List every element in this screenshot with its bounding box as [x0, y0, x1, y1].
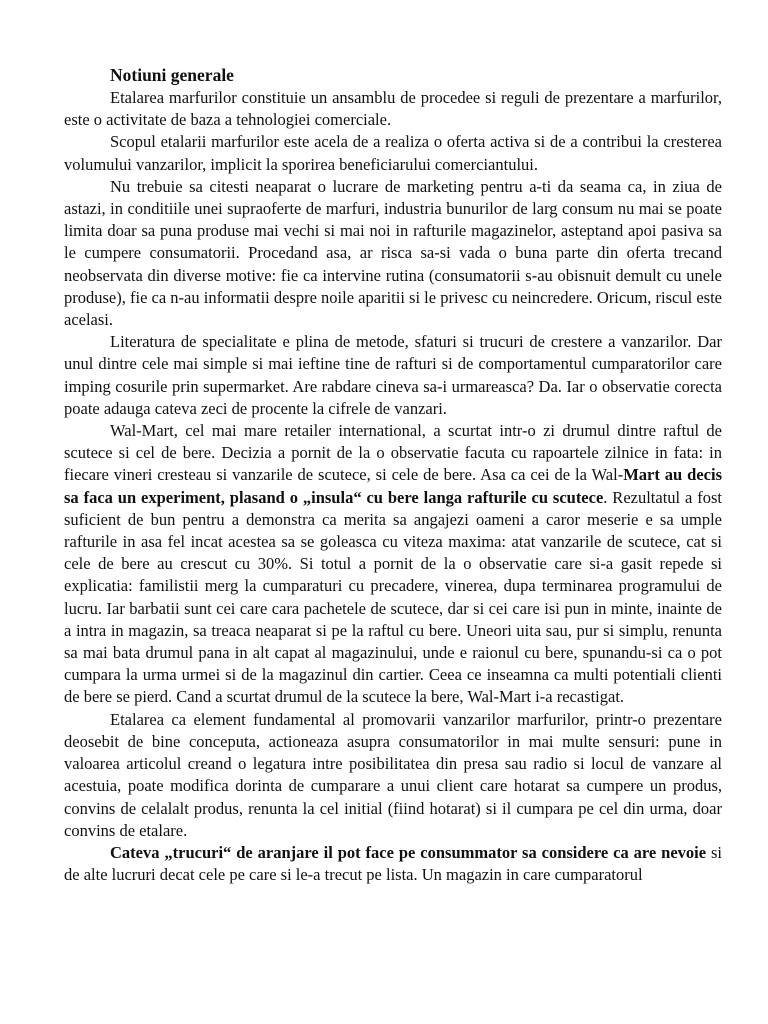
section-heading: Notiuni generale — [110, 65, 234, 85]
paragraph-1 — [64, 87, 722, 131]
paragraph-text: si de alte lucruri decat cele pe care si le-a trecut pe lista. Un magazin in care cumparatorul — [64, 842, 722, 885]
paragraph-text: . Rezultatul a fost suficient de bun pentru a demonstra ca merita sa angajezi oameni a caror meserie e sa umple rafturile in asa fel incat acestea sa se goleasca cu viteza maxima: atat vanzarile de scutece, cat si cele de bere au crescut cu 30%. Si totul a pornit de la o observatie care si-a gasit repede si explicatia: familistii merg la cumparaturi cu precadere, vinerea, dupa terminarea programului de lucru. Iar barbatii sunt cei care cara pachetele de scutece, dar si cei care isi pun in minte, inainte de a intra in magazin, sa treaca neaparat si pe la raftul cu bere. Uneori uita sau, pur si simplu, renunta sa mai bata drumul pana in alt capat al magazinului, unde e raionul cu bere, spunandu-si ca o pot cumpara la urma urmei si de la magazinul din cartier. Ceea ce inseamna ca multi potentiali clienti de bere se pierd. Cand a scurtat drumul de la scutece la bere, Wal-Mart i-a recastigat. — [64, 487, 722, 707]
paragraph-bold-text: Cateva „trucuri“ de aranjare il pot face pe consummator sa considere ca are nevoie — [110, 842, 707, 862]
paragraph-text: Wal-Mart, cel mai mare retailer international, a scurtat intr-o zi drumul dintre raftul de scutece si cel de bere. Decizia a pornit de la o observatie facuta cu rapoartele zilnice in fata: in fiecare vineri cresteau si vanzarile de scutece, si cele de bere. Asa ca cei de la Wal- — [64, 421, 722, 485]
paragraph-5 — [64, 420, 722, 709]
paragraph-bold-text: Mart au decis sa faca un experiment, plasand o „insula“ cu bere langa rafturile cu scutece — [64, 465, 722, 507]
paragraph-3 — [64, 176, 722, 331]
paragraph-text: Etalarea ca element fundamental al promovarii vanzarilor marfurilor, printr-o prezentare deosebit de bine conceputa, actioneaza asupra consumatorilor in mai multe sensuri: pune in valoarea articolul creand o legatura intre posibilitatea din presa sau radio si locul de vanzare al acestuia, poate modifica dorinta de cumparare a unui client care hotarat sa cumpere un produs, convins de celalalt produs, renunta la cel initial (fiind hotarat) si il cumpara pe cel din urma, doar convins de etalare. — [64, 709, 722, 840]
paragraph-4 — [64, 331, 722, 420]
paragraph-text: Etalarea marfurilor constituie un ansamblu de procedee si reguli de prezentare a marfurilor, este o activitate de baza a tehnologiei comerciale. — [64, 88, 722, 130]
paragraph-7 — [64, 842, 722, 886]
paragraph-6 — [64, 709, 722, 842]
document-page — [64, 64, 722, 886]
paragraph-2 — [64, 131, 722, 175]
paragraph-text: Literatura de specialitate e plina de metode, sfaturi si trucuri de crestere a vanzarilor. Dar unul dintre cele mai simple si mai ieftine tine de rafturi si de comportamentul cumparatorilor care imping cosurile prin supermarket. Are rabdare cineva sa-i urmareasca? Da. Iar o observatie corecta poate adauga cateva zeci de procente la cifrele de vanzari. — [64, 332, 722, 418]
paragraph-text: Scopul etalarii marfurilor este acela de a realiza o oferta activa si de a contribui la cresterea volumului vanzarilor, implicit la sporirea beneficiarului comerciantului. — [64, 132, 722, 174]
paragraph-text: Nu trebuie sa citesti neaparat o lucrare de marketing pentru a-ti da seama ca, in ziua de astazi, in conditiile unei supraoferte de marfuri, industria bunurilor de larg consum nu mai se poate limita doar sa puna produse mai vechi si mai noi in rafturile magazinelor, asteptand apoi pasiva sa le cumpere consumatorii. Procedand asa, ar risca sa-si vada o buna parte din oferta trecand neobservata din diverse motive: fie ca intervine rutina (consumatorii s-au obisnuit demult cu unele produse), fie ca n-au informatii despre noile aparitii si le privesc cu neincredere. Oricum, riscul este acelasi. — [64, 176, 722, 330]
